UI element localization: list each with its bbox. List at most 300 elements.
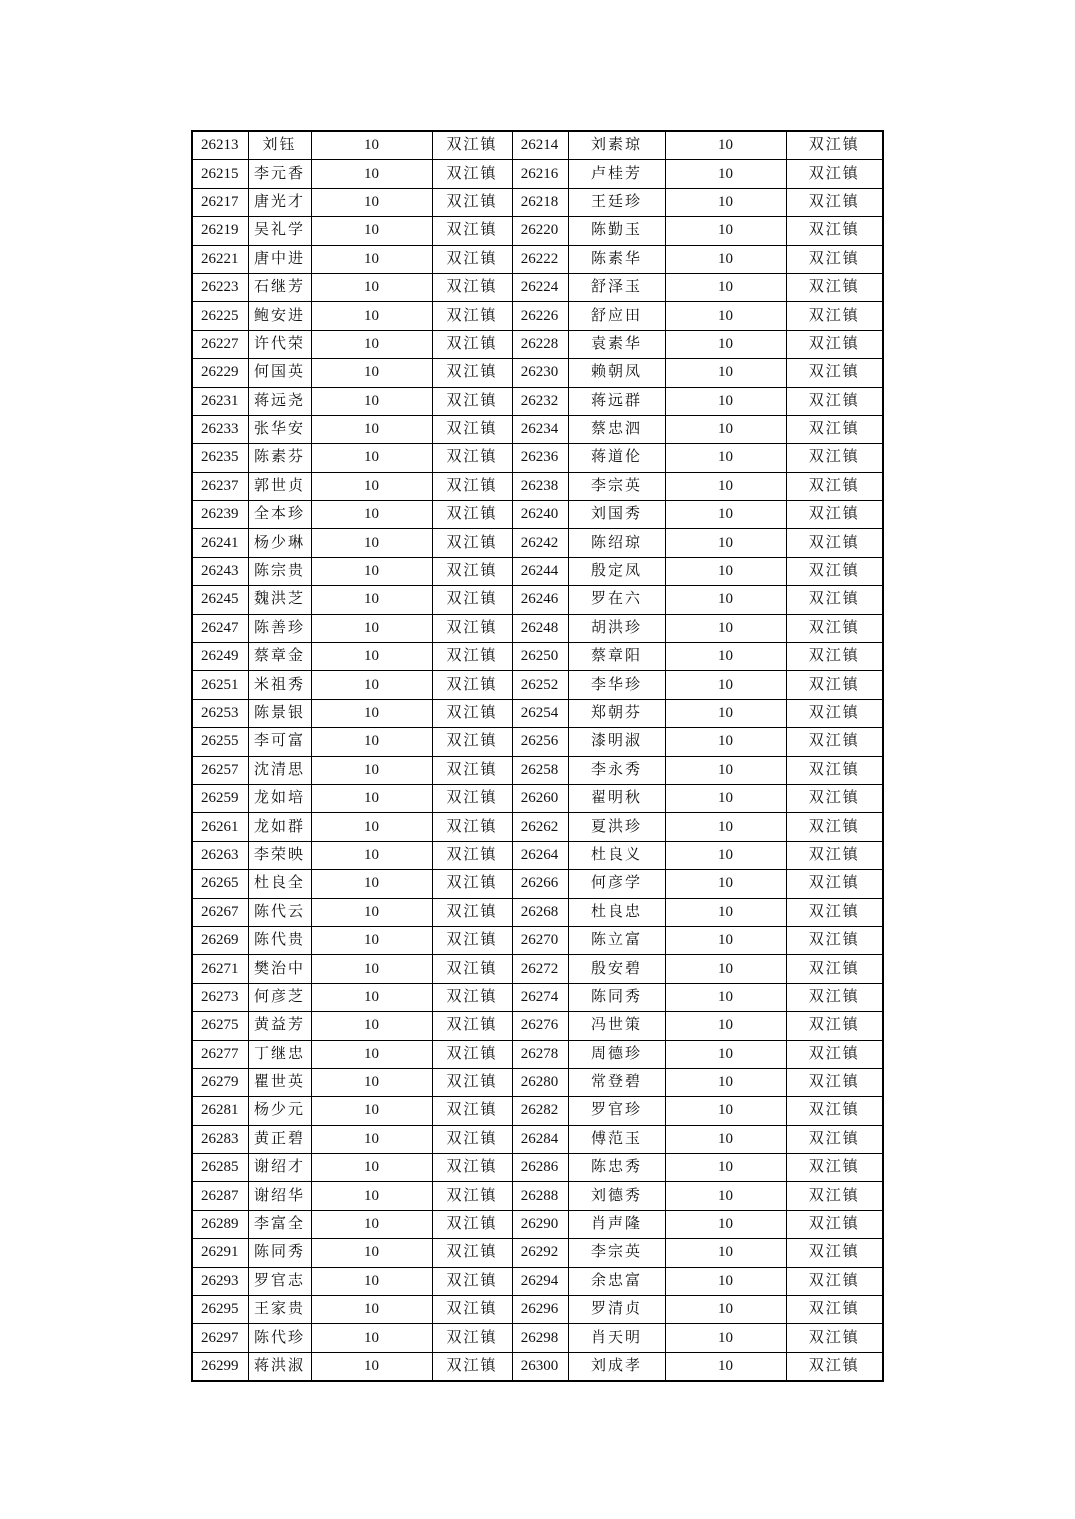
table-row bbox=[192, 501, 883, 529]
record-id-cell: 26252 bbox=[512, 671, 568, 699]
town-cell: 双江镇 bbox=[786, 841, 883, 869]
name-cell: 杨少元 bbox=[248, 1097, 311, 1125]
town-cell: 双江镇 bbox=[786, 586, 883, 614]
record-id-cell: 26240 bbox=[512, 501, 568, 529]
record-id-cell: 26216 bbox=[512, 160, 568, 188]
amount-cell: 10 bbox=[665, 983, 786, 1011]
name-cell: 陈立富 bbox=[568, 926, 665, 954]
name-cell: 蒋道伦 bbox=[568, 444, 665, 472]
town-cell: 双江镇 bbox=[432, 444, 512, 472]
name-cell: 漆明淑 bbox=[568, 728, 665, 756]
town-cell: 双江镇 bbox=[432, 955, 512, 983]
name-cell: 陈绍琼 bbox=[568, 529, 665, 557]
amount-cell: 10 bbox=[665, 359, 786, 387]
name-cell: 陈景银 bbox=[248, 699, 311, 727]
name-cell: 蒋远群 bbox=[568, 387, 665, 415]
amount-cell: 10 bbox=[665, 643, 786, 671]
amount-cell: 10 bbox=[665, 926, 786, 954]
town-cell: 双江镇 bbox=[786, 643, 883, 671]
amount-cell: 10 bbox=[665, 841, 786, 869]
amount-cell: 10 bbox=[665, 245, 786, 273]
name-cell: 蔡忠泗 bbox=[568, 415, 665, 443]
town-cell: 双江镇 bbox=[786, 557, 883, 585]
amount-cell: 10 bbox=[665, 955, 786, 983]
town-cell: 双江镇 bbox=[432, 983, 512, 1011]
record-id-cell: 26241 bbox=[192, 529, 248, 557]
amount-cell: 10 bbox=[665, 501, 786, 529]
record-id-cell: 26271 bbox=[192, 955, 248, 983]
town-cell: 双江镇 bbox=[432, 699, 512, 727]
town-cell: 双江镇 bbox=[786, 756, 883, 784]
town-cell: 双江镇 bbox=[432, 926, 512, 954]
amount-cell: 10 bbox=[311, 586, 432, 614]
record-id-cell: 26274 bbox=[512, 983, 568, 1011]
table-row bbox=[192, 188, 883, 216]
town-cell: 双江镇 bbox=[786, 614, 883, 642]
table-row bbox=[192, 1296, 883, 1324]
table-row bbox=[192, 160, 883, 188]
name-cell: 蔡章金 bbox=[248, 643, 311, 671]
town-cell: 双江镇 bbox=[786, 501, 883, 529]
town-cell: 双江镇 bbox=[786, 1267, 883, 1295]
name-cell: 郑朝芬 bbox=[568, 699, 665, 727]
amount-cell: 10 bbox=[665, 273, 786, 301]
table-row bbox=[192, 671, 883, 699]
record-id-cell: 26263 bbox=[192, 841, 248, 869]
name-cell: 夏洪珍 bbox=[568, 813, 665, 841]
name-cell: 袁素华 bbox=[568, 330, 665, 358]
name-cell: 石继芳 bbox=[248, 273, 311, 301]
amount-cell: 10 bbox=[311, 1040, 432, 1068]
table-row bbox=[192, 330, 883, 358]
town-cell: 双江镇 bbox=[432, 131, 512, 160]
town-cell: 双江镇 bbox=[432, 898, 512, 926]
record-id-cell: 26243 bbox=[192, 557, 248, 585]
record-id-cell: 26256 bbox=[512, 728, 568, 756]
record-id-cell: 26222 bbox=[512, 245, 568, 273]
record-id-cell: 26262 bbox=[512, 813, 568, 841]
amount-cell: 10 bbox=[665, 756, 786, 784]
town-cell: 双江镇 bbox=[786, 217, 883, 245]
amount-cell: 10 bbox=[665, 1296, 786, 1324]
name-cell: 陈代云 bbox=[248, 898, 311, 926]
amount-cell: 10 bbox=[311, 557, 432, 585]
amount-cell: 10 bbox=[665, 330, 786, 358]
record-id-cell: 26224 bbox=[512, 273, 568, 301]
town-cell: 双江镇 bbox=[432, 359, 512, 387]
table-row bbox=[192, 245, 883, 273]
name-cell: 舒应田 bbox=[568, 302, 665, 330]
amount-cell: 10 bbox=[311, 501, 432, 529]
amount-cell: 10 bbox=[311, 1068, 432, 1096]
table-row bbox=[192, 1012, 883, 1040]
name-cell: 李富全 bbox=[248, 1210, 311, 1238]
table-row bbox=[192, 1210, 883, 1238]
amount-cell: 10 bbox=[311, 1182, 432, 1210]
record-id-cell: 26296 bbox=[512, 1296, 568, 1324]
record-id-cell: 26275 bbox=[192, 1012, 248, 1040]
amount-cell: 10 bbox=[311, 1154, 432, 1182]
name-cell: 翟明秋 bbox=[568, 784, 665, 812]
name-cell: 全本珍 bbox=[248, 501, 311, 529]
name-cell: 蒋远尧 bbox=[248, 387, 311, 415]
record-id-cell: 26247 bbox=[192, 614, 248, 642]
record-id-cell: 26214 bbox=[512, 131, 568, 160]
town-cell: 双江镇 bbox=[432, 841, 512, 869]
town-cell: 双江镇 bbox=[786, 1012, 883, 1040]
record-id-cell: 26235 bbox=[192, 444, 248, 472]
name-cell: 陈代贵 bbox=[248, 926, 311, 954]
record-id-cell: 26255 bbox=[192, 728, 248, 756]
name-cell: 蔡章阳 bbox=[568, 643, 665, 671]
amount-cell: 10 bbox=[665, 898, 786, 926]
table-row bbox=[192, 472, 883, 500]
name-cell: 刘成孝 bbox=[568, 1352, 665, 1381]
record-id-cell: 26258 bbox=[512, 756, 568, 784]
name-cell: 陈宗贵 bbox=[248, 557, 311, 585]
amount-cell: 10 bbox=[311, 813, 432, 841]
town-cell: 双江镇 bbox=[432, 1012, 512, 1040]
amount-cell: 10 bbox=[665, 131, 786, 160]
table-row bbox=[192, 359, 883, 387]
town-cell: 双江镇 bbox=[432, 302, 512, 330]
amount-cell: 10 bbox=[665, 728, 786, 756]
amount-cell: 10 bbox=[311, 245, 432, 273]
name-cell: 李宗英 bbox=[568, 1239, 665, 1267]
name-cell: 米祖秀 bbox=[248, 671, 311, 699]
name-cell: 刘德秀 bbox=[568, 1182, 665, 1210]
town-cell: 双江镇 bbox=[786, 472, 883, 500]
table-row bbox=[192, 870, 883, 898]
amount-cell: 10 bbox=[665, 1352, 786, 1381]
amount-cell: 10 bbox=[311, 1097, 432, 1125]
table-row bbox=[192, 841, 883, 869]
name-cell: 赖朝凤 bbox=[568, 359, 665, 387]
amount-cell: 10 bbox=[665, 671, 786, 699]
town-cell: 双江镇 bbox=[786, 1182, 883, 1210]
name-cell: 殷安碧 bbox=[568, 955, 665, 983]
town-cell: 双江镇 bbox=[432, 529, 512, 557]
name-cell: 蒋洪淑 bbox=[248, 1352, 311, 1381]
amount-cell: 10 bbox=[311, 1125, 432, 1153]
amount-cell: 10 bbox=[311, 1267, 432, 1295]
name-cell: 罗官志 bbox=[248, 1267, 311, 1295]
amount-cell: 10 bbox=[311, 472, 432, 500]
name-cell: 杜良全 bbox=[248, 870, 311, 898]
name-cell: 黄益芳 bbox=[248, 1012, 311, 1040]
amount-cell: 10 bbox=[665, 1182, 786, 1210]
name-cell: 龙如群 bbox=[248, 813, 311, 841]
town-cell: 双江镇 bbox=[786, 983, 883, 1011]
town-cell: 双江镇 bbox=[432, 671, 512, 699]
amount-cell: 10 bbox=[311, 1352, 432, 1381]
name-cell: 陈同秀 bbox=[248, 1239, 311, 1267]
town-cell: 双江镇 bbox=[786, 671, 883, 699]
town-cell: 双江镇 bbox=[432, 188, 512, 216]
name-cell: 魏洪芝 bbox=[248, 586, 311, 614]
name-cell: 王廷珍 bbox=[568, 188, 665, 216]
amount-cell: 10 bbox=[311, 643, 432, 671]
record-id-cell: 26231 bbox=[192, 387, 248, 415]
town-cell: 双江镇 bbox=[432, 728, 512, 756]
record-id-cell: 26237 bbox=[192, 472, 248, 500]
amount-cell: 10 bbox=[311, 756, 432, 784]
amount-cell: 10 bbox=[665, 557, 786, 585]
record-id-cell: 26291 bbox=[192, 1239, 248, 1267]
name-cell: 胡洪珍 bbox=[568, 614, 665, 642]
name-cell: 陈勤玉 bbox=[568, 217, 665, 245]
record-id-cell: 26284 bbox=[512, 1125, 568, 1153]
amount-cell: 10 bbox=[665, 1239, 786, 1267]
amount-cell: 10 bbox=[311, 444, 432, 472]
name-cell: 黄正碧 bbox=[248, 1125, 311, 1153]
record-id-cell: 26213 bbox=[192, 131, 248, 160]
record-id-cell: 26267 bbox=[192, 898, 248, 926]
name-cell: 何彦学 bbox=[568, 870, 665, 898]
name-cell: 周德珍 bbox=[568, 1040, 665, 1068]
amount-cell: 10 bbox=[665, 1267, 786, 1295]
record-id-cell: 26246 bbox=[512, 586, 568, 614]
town-cell: 双江镇 bbox=[432, 1239, 512, 1267]
amount-cell: 10 bbox=[665, 870, 786, 898]
record-id-cell: 26220 bbox=[512, 217, 568, 245]
name-cell: 陈同秀 bbox=[568, 983, 665, 1011]
record-id-cell: 26245 bbox=[192, 586, 248, 614]
amount-cell: 10 bbox=[665, 1012, 786, 1040]
amount-cell: 10 bbox=[311, 1296, 432, 1324]
name-cell: 刘素琼 bbox=[568, 131, 665, 160]
name-cell: 常登碧 bbox=[568, 1068, 665, 1096]
record-id-cell: 26273 bbox=[192, 983, 248, 1011]
town-cell: 双江镇 bbox=[786, 1097, 883, 1125]
record-id-cell: 26276 bbox=[512, 1012, 568, 1040]
amount-cell: 10 bbox=[665, 1040, 786, 1068]
table-row bbox=[192, 1267, 883, 1295]
name-cell: 龙如培 bbox=[248, 784, 311, 812]
table-row bbox=[192, 302, 883, 330]
table-row bbox=[192, 813, 883, 841]
record-id-cell: 26227 bbox=[192, 330, 248, 358]
record-id-cell: 26280 bbox=[512, 1068, 568, 1096]
town-cell: 双江镇 bbox=[432, 557, 512, 585]
record-id-cell: 26230 bbox=[512, 359, 568, 387]
town-cell: 双江镇 bbox=[786, 1239, 883, 1267]
amount-cell: 10 bbox=[311, 529, 432, 557]
amount-cell: 10 bbox=[665, 1097, 786, 1125]
name-cell: 樊治中 bbox=[248, 955, 311, 983]
name-cell: 肖天明 bbox=[568, 1324, 665, 1352]
amount-cell: 10 bbox=[311, 415, 432, 443]
amount-cell: 10 bbox=[665, 1068, 786, 1096]
record-id-cell: 26282 bbox=[512, 1097, 568, 1125]
amount-cell: 10 bbox=[311, 983, 432, 1011]
town-cell: 双江镇 bbox=[786, 444, 883, 472]
table-row bbox=[192, 784, 883, 812]
amount-cell: 10 bbox=[311, 1012, 432, 1040]
town-cell: 双江镇 bbox=[786, 1154, 883, 1182]
name-cell: 唐中进 bbox=[248, 245, 311, 273]
record-id-cell: 26238 bbox=[512, 472, 568, 500]
record-id-cell: 26223 bbox=[192, 273, 248, 301]
town-cell: 双江镇 bbox=[432, 472, 512, 500]
table-row bbox=[192, 273, 883, 301]
town-cell: 双江镇 bbox=[432, 756, 512, 784]
name-cell: 陈忠秀 bbox=[568, 1154, 665, 1182]
name-cell: 陈善珍 bbox=[248, 614, 311, 642]
town-cell: 双江镇 bbox=[432, 1125, 512, 1153]
town-cell: 双江镇 bbox=[786, 813, 883, 841]
table-row bbox=[192, 898, 883, 926]
amount-cell: 10 bbox=[665, 813, 786, 841]
name-cell: 丁继忠 bbox=[248, 1040, 311, 1068]
name-cell: 杜良忠 bbox=[568, 898, 665, 926]
name-cell: 陈代珍 bbox=[248, 1324, 311, 1352]
table-row bbox=[192, 1097, 883, 1125]
data-table bbox=[191, 130, 884, 1382]
name-cell: 郭世贞 bbox=[248, 472, 311, 500]
amount-cell: 10 bbox=[311, 131, 432, 160]
name-cell: 何国英 bbox=[248, 359, 311, 387]
record-id-cell: 26221 bbox=[192, 245, 248, 273]
record-id-cell: 26253 bbox=[192, 699, 248, 727]
name-cell: 李宗英 bbox=[568, 472, 665, 500]
name-cell: 余忠富 bbox=[568, 1267, 665, 1295]
table-row bbox=[192, 1068, 883, 1096]
name-cell: 李可富 bbox=[248, 728, 311, 756]
town-cell: 双江镇 bbox=[432, 586, 512, 614]
town-cell: 双江镇 bbox=[432, 1324, 512, 1352]
town-cell: 双江镇 bbox=[786, 160, 883, 188]
name-cell: 冯世策 bbox=[568, 1012, 665, 1040]
town-cell: 双江镇 bbox=[786, 1352, 883, 1381]
record-id-cell: 26281 bbox=[192, 1097, 248, 1125]
amount-cell: 10 bbox=[311, 784, 432, 812]
amount-cell: 10 bbox=[311, 302, 432, 330]
record-id-cell: 26215 bbox=[192, 160, 248, 188]
table-row bbox=[192, 926, 883, 954]
amount-cell: 10 bbox=[311, 614, 432, 642]
amount-cell: 10 bbox=[311, 217, 432, 245]
record-id-cell: 26279 bbox=[192, 1068, 248, 1096]
town-cell: 双江镇 bbox=[786, 529, 883, 557]
record-id-cell: 26244 bbox=[512, 557, 568, 585]
record-id-cell: 26218 bbox=[512, 188, 568, 216]
town-cell: 双江镇 bbox=[432, 1296, 512, 1324]
amount-cell: 10 bbox=[311, 898, 432, 926]
record-id-cell: 26277 bbox=[192, 1040, 248, 1068]
record-id-cell: 26236 bbox=[512, 444, 568, 472]
name-cell: 唐光才 bbox=[248, 188, 311, 216]
name-cell: 陈素华 bbox=[568, 245, 665, 273]
town-cell: 双江镇 bbox=[786, 387, 883, 415]
amount-cell: 10 bbox=[311, 955, 432, 983]
record-id-cell: 26259 bbox=[192, 784, 248, 812]
record-id-cell: 26292 bbox=[512, 1239, 568, 1267]
record-id-cell: 26272 bbox=[512, 955, 568, 983]
town-cell: 双江镇 bbox=[432, 387, 512, 415]
amount-cell: 10 bbox=[665, 614, 786, 642]
amount-cell: 10 bbox=[665, 160, 786, 188]
name-cell: 张华安 bbox=[248, 415, 311, 443]
name-cell: 刘钰 bbox=[248, 131, 311, 160]
amount-cell: 10 bbox=[665, 302, 786, 330]
town-cell: 双江镇 bbox=[432, 614, 512, 642]
town-cell: 双江镇 bbox=[432, 245, 512, 273]
record-id-cell: 26266 bbox=[512, 870, 568, 898]
record-id-cell: 26254 bbox=[512, 699, 568, 727]
name-cell: 鲍安进 bbox=[248, 302, 311, 330]
record-id-cell: 26300 bbox=[512, 1352, 568, 1381]
table-row bbox=[192, 1040, 883, 1068]
table-row bbox=[192, 983, 883, 1011]
town-cell: 双江镇 bbox=[432, 217, 512, 245]
table-row bbox=[192, 614, 883, 642]
record-id-cell: 26269 bbox=[192, 926, 248, 954]
town-cell: 双江镇 bbox=[786, 1040, 883, 1068]
amount-cell: 10 bbox=[665, 586, 786, 614]
town-cell: 双江镇 bbox=[432, 1352, 512, 1381]
table-row bbox=[192, 728, 883, 756]
amount-cell: 10 bbox=[665, 217, 786, 245]
record-id-cell: 26268 bbox=[512, 898, 568, 926]
table-row bbox=[192, 217, 883, 245]
name-cell: 许代荣 bbox=[248, 330, 311, 358]
amount-cell: 10 bbox=[311, 160, 432, 188]
name-cell: 殷定凤 bbox=[568, 557, 665, 585]
town-cell: 双江镇 bbox=[432, 1154, 512, 1182]
table-row bbox=[192, 699, 883, 727]
amount-cell: 10 bbox=[311, 330, 432, 358]
amount-cell: 10 bbox=[665, 387, 786, 415]
table-row bbox=[192, 955, 883, 983]
town-cell: 双江镇 bbox=[432, 1040, 512, 1068]
town-cell: 双江镇 bbox=[786, 1068, 883, 1096]
record-id-cell: 26248 bbox=[512, 614, 568, 642]
record-id-cell: 26270 bbox=[512, 926, 568, 954]
name-cell: 李华珍 bbox=[568, 671, 665, 699]
town-cell: 双江镇 bbox=[432, 643, 512, 671]
amount-cell: 10 bbox=[665, 415, 786, 443]
amount-cell: 10 bbox=[311, 926, 432, 954]
amount-cell: 10 bbox=[665, 1210, 786, 1238]
town-cell: 双江镇 bbox=[786, 784, 883, 812]
town-cell: 双江镇 bbox=[786, 1324, 883, 1352]
table-body bbox=[192, 131, 883, 1381]
record-id-cell: 26228 bbox=[512, 330, 568, 358]
table-row bbox=[192, 1239, 883, 1267]
name-cell: 陈素芬 bbox=[248, 444, 311, 472]
name-cell: 肖声隆 bbox=[568, 1210, 665, 1238]
record-id-cell: 26232 bbox=[512, 387, 568, 415]
table-row bbox=[192, 1125, 883, 1153]
town-cell: 双江镇 bbox=[432, 501, 512, 529]
amount-cell: 10 bbox=[665, 699, 786, 727]
record-id-cell: 26257 bbox=[192, 756, 248, 784]
table-row bbox=[192, 131, 883, 160]
town-cell: 双江镇 bbox=[786, 898, 883, 926]
record-id-cell: 26294 bbox=[512, 1267, 568, 1295]
amount-cell: 10 bbox=[311, 841, 432, 869]
town-cell: 双江镇 bbox=[432, 870, 512, 898]
name-cell: 卢桂芳 bbox=[568, 160, 665, 188]
town-cell: 双江镇 bbox=[432, 160, 512, 188]
table-row bbox=[192, 756, 883, 784]
town-cell: 双江镇 bbox=[432, 1182, 512, 1210]
record-id-cell: 26278 bbox=[512, 1040, 568, 1068]
town-cell: 双江镇 bbox=[786, 330, 883, 358]
town-cell: 双江镇 bbox=[786, 188, 883, 216]
town-cell: 双江镇 bbox=[786, 955, 883, 983]
